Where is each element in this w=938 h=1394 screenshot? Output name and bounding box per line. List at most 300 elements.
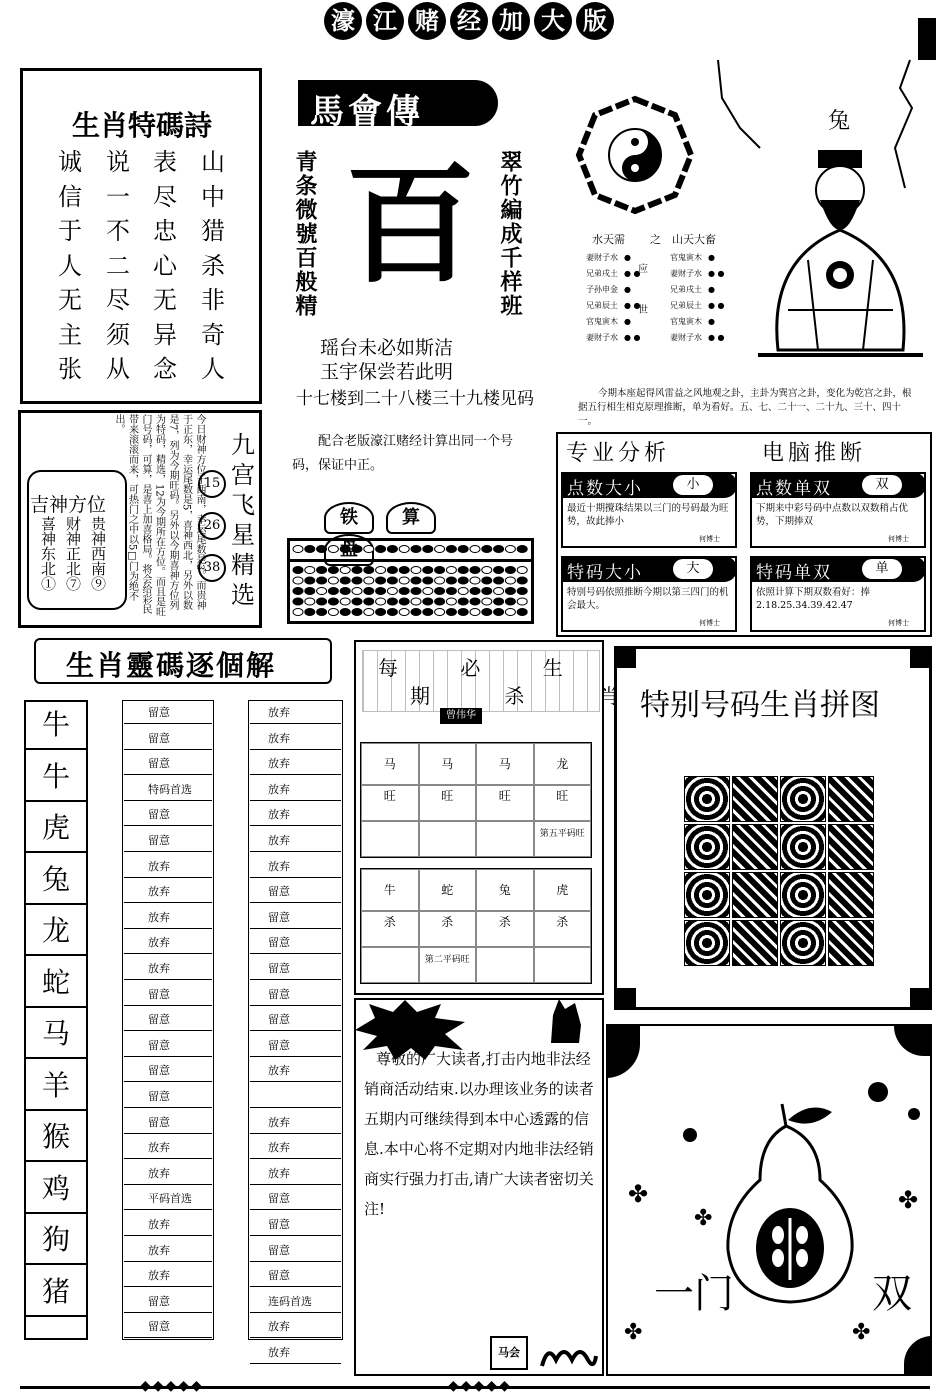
poem-char: 说: [106, 148, 130, 176]
horse-note: 配合老版濠江赌经计算出同一个号码，保证中正。: [292, 434, 514, 473]
nine-palace-title-char: 精: [231, 551, 255, 579]
masthead-char: 赌: [408, 2, 446, 40]
zodiac-col1-item: 放弃: [124, 958, 212, 980]
zodiac-animal-icon: 牛: [26, 702, 86, 750]
horse-left-col: 青条微號百般精: [292, 150, 318, 318]
horse-poem-line-1: 瑶台未必如斯洁: [320, 337, 454, 359]
abacus-bead: [458, 546, 468, 553]
kill-animal-icon: 兔: [476, 869, 534, 911]
hex-row-label: 官鬼寅木: [670, 317, 702, 326]
poem-char: 诚: [58, 148, 82, 176]
abacus-bead: [376, 609, 386, 616]
poem-char: 不: [106, 217, 130, 245]
horse-title: 馬會傳: [310, 92, 424, 132]
poem-char: 无: [58, 286, 82, 314]
kill-label: 杀: [534, 911, 592, 947]
abacus-bead: [423, 577, 433, 584]
abacus-bead: [352, 577, 362, 584]
puzzle-tile: [780, 920, 826, 966]
clover-icon-1: ✤: [628, 1180, 649, 1208]
wealth-item-3: 贵神西南⑨: [89, 516, 107, 591]
abacus-bead: [411, 546, 421, 553]
abacus-bead: [352, 567, 362, 574]
zodiac-col1-item: 平码首选: [124, 1188, 212, 1210]
kill-label: 旺: [476, 785, 534, 821]
hex-shi: 世: [638, 305, 648, 316]
zodiac-col1-item: 留意: [124, 984, 212, 1006]
kill-animal-icon: 马: [361, 743, 419, 785]
hex-row-label: 兄弟辰土: [586, 301, 618, 310]
analysis-card-sign: 何博士: [888, 535, 909, 543]
hex-dot-icon: ●: [708, 253, 715, 262]
puzzle-corner-bl: [614, 988, 636, 1010]
poem-char: 人: [201, 355, 225, 383]
kill-empty-cell: [419, 821, 477, 857]
masthead-char: 江: [366, 2, 404, 40]
analysis-card-text: 下期来中彩号码中点数以双数稍占优势，下期捧双: [756, 503, 909, 527]
puzzle-tile: [684, 776, 730, 822]
poem-col-4: [198, 145, 228, 387]
zodiac-animal-icon: 牛: [26, 754, 86, 802]
poem-char: 于: [58, 217, 82, 245]
abacus-bead: [317, 577, 327, 584]
abacus-bead: [411, 598, 421, 605]
analysis-title-right: 电脑推断: [762, 441, 867, 466]
abacus-bead: [293, 567, 303, 574]
zodiac-col2-item: 放弃: [250, 779, 341, 801]
zodiac-col1-item: 特码首选: [124, 779, 212, 801]
puzzle-corner-tr: [910, 646, 932, 668]
nine-palace-num-2: 26: [198, 512, 226, 540]
abacus-bead: [435, 577, 445, 584]
zodiac-animal-icon: 龙: [26, 908, 86, 956]
abacus-bead: [364, 546, 374, 553]
zodiac-col2-item: 放弃: [250, 856, 341, 878]
abacus-bead: [328, 588, 338, 595]
abacus-bead: [435, 567, 445, 574]
abacus-bead: [482, 567, 492, 574]
zodiac-col1-item: 放弃: [124, 881, 212, 903]
hex-dot-icon: ● ●: [708, 333, 725, 342]
zodiac-col2-item: 留意: [250, 932, 341, 954]
puzzle-corner-tl: [614, 646, 636, 668]
abacus-bead: [399, 577, 409, 584]
zodiac-col1-item: 放弃: [124, 932, 212, 954]
abacus-bead: [305, 577, 315, 584]
zodiac-col1-item: 放弃: [124, 907, 212, 929]
hex-row-label: 官鬼寅木: [670, 253, 702, 262]
horse-big-char: 百: [345, 148, 476, 301]
kill-empty-cell: [361, 821, 419, 857]
abacus-bead: [328, 546, 338, 553]
abacus-bead: [305, 609, 315, 616]
poem-char: 杀: [201, 251, 225, 280]
kill-note: 第二平码旺: [419, 947, 477, 983]
hex-row: [586, 314, 646, 330]
abacus-bead: [352, 546, 362, 553]
abacus-bead: [494, 588, 504, 595]
abacus-bead: [317, 546, 327, 553]
hex-row: [586, 330, 646, 346]
horse-right-col: 翠竹編成千样班: [497, 150, 523, 318]
kill-animal-icon: 蛇: [419, 869, 477, 911]
abacus-bead: [494, 609, 504, 616]
abacus-bead: [470, 588, 480, 595]
zodiac-col2-item: 放弃: [250, 753, 341, 775]
poem-char: 忠: [153, 217, 177, 245]
kill-title-top: 每 必 生: [378, 656, 591, 680]
kill-empty-cell: [361, 947, 419, 983]
abacus-bead: [446, 577, 456, 584]
abacus-bead: [387, 588, 397, 595]
poem-char: 奇: [201, 320, 225, 349]
clover-icon-5: ✤: [694, 1206, 713, 1231]
kill-animal-icon: 马: [476, 743, 534, 785]
puzzle-corner-br: [910, 988, 932, 1010]
zodiac-animal-icon: 虎: [26, 805, 86, 853]
hex-row: [586, 250, 646, 266]
wealth-item-2: 财神正北⑦: [64, 516, 82, 591]
kill-grid-1: [360, 742, 592, 858]
clover-icon-3: ✤: [624, 1320, 643, 1345]
abacus-bead: [505, 546, 515, 553]
abacus-title-char: 算: [386, 502, 436, 534]
bagua-desc: 今期本座起得风雷益之风地观之卦，主卦为巽宫之卦，变化为乾宫之卦，根据五行相生相克原理推断，单为看好。五、七、二十一、二十九、三十、四十一。: [578, 388, 912, 427]
abacus-bead: [494, 598, 504, 605]
abacus-bead: [423, 598, 433, 605]
notice-seal: 马会: [490, 1336, 528, 1370]
zodiac-col1-item: 留意: [124, 1316, 212, 1338]
abacus-bead: [505, 588, 515, 595]
bagua-zodiac: 兔: [828, 109, 851, 134]
abacus-bead: [446, 588, 456, 595]
nine-palace-title: [228, 430, 258, 610]
zodiac-col1-item: 留意: [124, 1291, 212, 1313]
abacus-bead: [446, 609, 456, 616]
kill-label: 旺: [361, 785, 419, 821]
hex-rows-left: [586, 250, 646, 346]
hex-row: [670, 298, 730, 314]
poem-char: 表: [153, 148, 177, 176]
puzzle-tile: [828, 776, 874, 822]
horse-poem-line-2: 玉宇保尝若此明: [320, 361, 454, 383]
hex-row-label: 兄弟戌土: [670, 285, 702, 294]
poem-char: 念: [153, 355, 177, 383]
analysis-card-text: 特别号码依照推断今期以第三四门的机会最大。: [567, 587, 729, 611]
analysis-card-title: 特码单双: [756, 563, 832, 583]
hex-dot-icon: ●: [624, 285, 631, 294]
puzzle-tile: [732, 872, 778, 918]
zodiac-col1-item: 留意: [124, 1009, 212, 1031]
abacus-bead: [364, 577, 374, 584]
abacus-bead: [494, 546, 504, 553]
hex-mid: 之: [650, 233, 661, 246]
poem-title: 生肖特碼詩: [71, 109, 212, 142]
kill-label: 杀: [419, 911, 477, 947]
kill-animal-icon: 虎: [534, 869, 592, 911]
kill-author: 曾伟华: [440, 708, 482, 724]
zodiac-animal-icon: 鸡: [26, 1166, 86, 1214]
zodiac-col1-item: 留意: [124, 1060, 212, 1082]
poem-char: 张: [58, 355, 82, 383]
abacus-bead: [399, 567, 409, 574]
zodiac-col1-item: 留意: [124, 804, 212, 826]
hex-dot-icon: ●: [708, 317, 715, 326]
abacus-title-char: 铁: [324, 502, 374, 534]
zodiac-animal-icon: 蛇: [26, 960, 86, 1008]
zodiac-col1-item: 留意: [124, 1112, 212, 1134]
abacus-bead: [387, 546, 397, 553]
abacus-bead: [446, 567, 456, 574]
abacus-bead: [411, 588, 421, 595]
zodiac-animal-icon: 羊: [26, 1063, 86, 1111]
abacus-title: [318, 502, 498, 536]
horse-poem-line-3: 十七楼到二十八楼三十九楼见码: [296, 389, 534, 409]
hex-dot-icon: ● ●: [708, 301, 725, 310]
hex-row: [670, 282, 730, 298]
poem-char: 信: [58, 182, 82, 211]
poem-char: 山: [201, 148, 225, 176]
footer-diamonds-1: ◆◆◆◆◆: [140, 1378, 204, 1394]
hex-row: [670, 266, 730, 282]
abacus-bead: [328, 609, 338, 616]
nine-palace-num-1: 15: [198, 470, 226, 498]
masthead-char: 大: [534, 2, 572, 40]
poem-char: 须: [106, 320, 130, 349]
abacus-bead: [423, 609, 433, 616]
analysis-title-left: 专业分析: [566, 441, 671, 466]
abacus-bead: [435, 609, 445, 616]
nine-palace-num-3: 38: [198, 554, 226, 582]
nine-palace-title-char: 飞: [231, 491, 255, 519]
poem-char: 从: [106, 355, 130, 383]
puzzle-tile: [732, 920, 778, 966]
hex-ying: 应: [638, 264, 648, 275]
abacus-bead: [505, 609, 515, 616]
hex-row-label: 妻财子水: [586, 253, 618, 262]
abacus-bead: [376, 588, 386, 595]
abacus-bead: [517, 588, 527, 595]
zodiac-col1-item: 留意: [124, 1035, 212, 1057]
abacus-bead: [293, 588, 303, 595]
pear-left: 一门: [654, 1271, 734, 1317]
abacus-bead: [517, 609, 527, 616]
poem-char: 人: [58, 251, 82, 280]
analysis-card-text: 依照计算下期双数看好：捧2.18.25.34.39.42.47: [756, 587, 871, 611]
hex-row-label: 子孙申金: [586, 285, 618, 294]
abacus-bead: [482, 598, 492, 605]
kill-empty-cell: [534, 947, 592, 983]
abacus-bead: [305, 546, 315, 553]
abacus-bead: [458, 577, 468, 584]
analysis-card-text: 最近十期攪珠结果以三门的号码最为旺势，故此捧小: [567, 503, 729, 527]
zodiac-col2-item: 放弃: [250, 1163, 341, 1185]
zodiac-col2-item: 留意: [250, 1035, 341, 1057]
zodiac-col2-item: 留意: [250, 1240, 341, 1262]
masthead-char: 版: [576, 2, 614, 40]
zodiac-animal-icon: 兔: [26, 857, 86, 905]
hex-row: [586, 282, 646, 298]
abacus-bead: [340, 588, 350, 595]
abacus-bead: [482, 577, 492, 584]
zodiac-animal-icon: 猪: [26, 1269, 86, 1317]
abacus-bead: [482, 588, 492, 595]
abacus-bead: [517, 598, 527, 605]
zodiac-col2-item: 留意: [250, 881, 341, 903]
abacus-bead: [458, 567, 468, 574]
abacus-bead: [458, 609, 468, 616]
puzzle-tile: [828, 824, 874, 870]
abacus-bead: [458, 588, 468, 595]
analysis-card-sign: 何博士: [888, 619, 909, 627]
abacus-bead: [317, 567, 327, 574]
zodiac-col1-item: 放弃: [124, 1163, 212, 1185]
sage-icon: [748, 150, 933, 365]
zodiac-animal-icon: 狗: [26, 1217, 86, 1265]
abacus-bead: [317, 609, 327, 616]
hex-row-label: 兄弟辰土: [670, 301, 702, 310]
wealth-item-1: 喜神东北①: [39, 516, 57, 591]
analysis-card-sign: 何博士: [699, 535, 720, 543]
hex-dot-icon: ● ●: [708, 269, 725, 278]
clover-icon-4: ✤: [852, 1320, 871, 1345]
zodiac-col2-item: 留意: [250, 1265, 341, 1287]
abacus-bead: [470, 609, 480, 616]
zodiac-col2-item: 留意: [250, 1188, 341, 1210]
masthead-char: 加: [492, 2, 530, 40]
abacus-bead: [293, 598, 303, 605]
abacus-bead: [505, 598, 515, 605]
puzzle-tile: [684, 920, 730, 966]
zodiac-col2-item: 放弃: [250, 1316, 341, 1338]
zodiac-col2-item: [250, 1086, 341, 1108]
kill-label: 旺: [534, 785, 592, 821]
analysis-card-tag: 双: [862, 475, 902, 495]
kill-label: 杀: [361, 911, 419, 947]
abacus-bead: [399, 588, 409, 595]
poem-char: 非: [201, 286, 225, 314]
zodiac-animal-icon: 马: [26, 1011, 86, 1059]
abacus-bead: [317, 598, 327, 605]
abacus-bead: [446, 546, 456, 553]
analysis-card-title: 特码大小: [567, 563, 643, 583]
puzzle-grid: [684, 776, 874, 966]
pear-dot-3: [908, 1108, 920, 1120]
analysis-card-tag: 小: [673, 475, 713, 495]
abacus-bead: [435, 546, 445, 553]
abacus-bead: [470, 546, 480, 553]
abacus-bead: [494, 567, 504, 574]
zodiac-col2-item: 放弃: [250, 1342, 341, 1364]
nine-palace-title-char: 宫: [231, 461, 255, 489]
abacus-bead: [482, 609, 492, 616]
pear-dot-2: [683, 1128, 697, 1142]
abacus-bead: [364, 609, 374, 616]
zodiac-col2-item: 留意: [250, 984, 341, 1006]
kill-label: 杀: [476, 911, 534, 947]
poem-col-1: [55, 145, 85, 387]
abacus-bead: [352, 598, 362, 605]
puzzle-tile: [780, 824, 826, 870]
abacus-bead: [340, 546, 350, 553]
abacus-bead: [293, 546, 303, 553]
nine-palace-title-char: 星: [231, 521, 255, 549]
analysis-card-title: 点数大小: [567, 479, 643, 499]
abacus-bead: [435, 598, 445, 605]
zodiac-col2-item: 连码首选: [250, 1291, 341, 1313]
abacus-bead: [364, 598, 374, 605]
pear-right: 双: [872, 1271, 912, 1317]
zodiac-col2-item: 放弃: [250, 830, 341, 852]
hex-left: 水天需: [592, 233, 625, 246]
analysis-card-sign: 何博士: [699, 619, 720, 627]
kill-animal-icon: 龙: [534, 743, 592, 785]
kill-empty-cell: [476, 821, 534, 857]
zodiac-col1-item: 留意: [124, 728, 212, 750]
kill-note: 第五平码旺: [534, 821, 592, 857]
poem-col-2: [103, 145, 133, 387]
poem-char: 主: [58, 320, 82, 349]
abacus-bead: [340, 577, 350, 584]
abacus-bead: [352, 609, 362, 616]
kill-title-bot: 期 杀 肖: [410, 684, 653, 708]
abacus-bead: [435, 588, 445, 595]
notice-text: 尊敬的广大读者,打击内地非法经销商活动结束.以办理该业务的读者五期内可继续得到本中心透露的信息.本中心将不定期对内地非法经销商实行强力打击,请广大读者密切关注!: [364, 1050, 594, 1218]
abacus-bead: [399, 546, 409, 553]
nine-palace-title-char: 选: [231, 581, 255, 609]
abacus-bead: [517, 577, 527, 584]
clover-icon-2: ✤: [898, 1186, 919, 1214]
abacus-bead: [376, 577, 386, 584]
zodiac-col2-item: 留意: [250, 1009, 341, 1031]
zodiac-col1-item: 留意: [124, 830, 212, 852]
abacus-bead: [411, 577, 421, 584]
logo-icon: [538, 1340, 598, 1370]
puzzle-tile: [828, 920, 874, 966]
zodiac-col2-item: 留意: [250, 1214, 341, 1236]
analysis-card-tag: 大: [673, 559, 713, 579]
abacus-bead: [387, 598, 397, 605]
abacus-bead: [505, 577, 515, 584]
hex-row-label: 兄弟戌土: [586, 269, 618, 278]
zodiac-title: 生肖靈碼逐個解: [66, 649, 277, 682]
zodiac-col2-item: 放弃: [250, 1137, 341, 1159]
puzzle-title: 特别号码生肖拼图: [640, 688, 880, 723]
hex-row-label: 妻财子水: [586, 333, 618, 342]
zodiac-col2-item: 放弃: [250, 1112, 341, 1134]
hex-dot-icon: ●: [624, 253, 631, 262]
abacus-bead: [411, 609, 421, 616]
poem-char: 心: [153, 251, 177, 280]
abacus-bead: [387, 609, 397, 616]
abacus-bead: [352, 588, 362, 595]
hex-row-label: 官鬼寅木: [586, 317, 618, 326]
zodiac-col2-item: 留意: [250, 958, 341, 980]
hex-row: [586, 266, 646, 282]
abacus-bead: [505, 567, 515, 574]
abacus-bead: [482, 546, 492, 553]
analysis-card-tag: 单: [862, 559, 902, 579]
zodiac-col2-item: 放弃: [250, 1060, 341, 1082]
kill-empty-cell: [476, 947, 534, 983]
abacus-bead: [399, 598, 409, 605]
abacus-bead: [364, 588, 374, 595]
poem-col-3: [150, 145, 180, 387]
zodiac-col1-item: 放弃: [124, 856, 212, 878]
abacus-beads: [290, 541, 531, 621]
abacus-bead: [470, 598, 480, 605]
abacus-bead: [446, 598, 456, 605]
